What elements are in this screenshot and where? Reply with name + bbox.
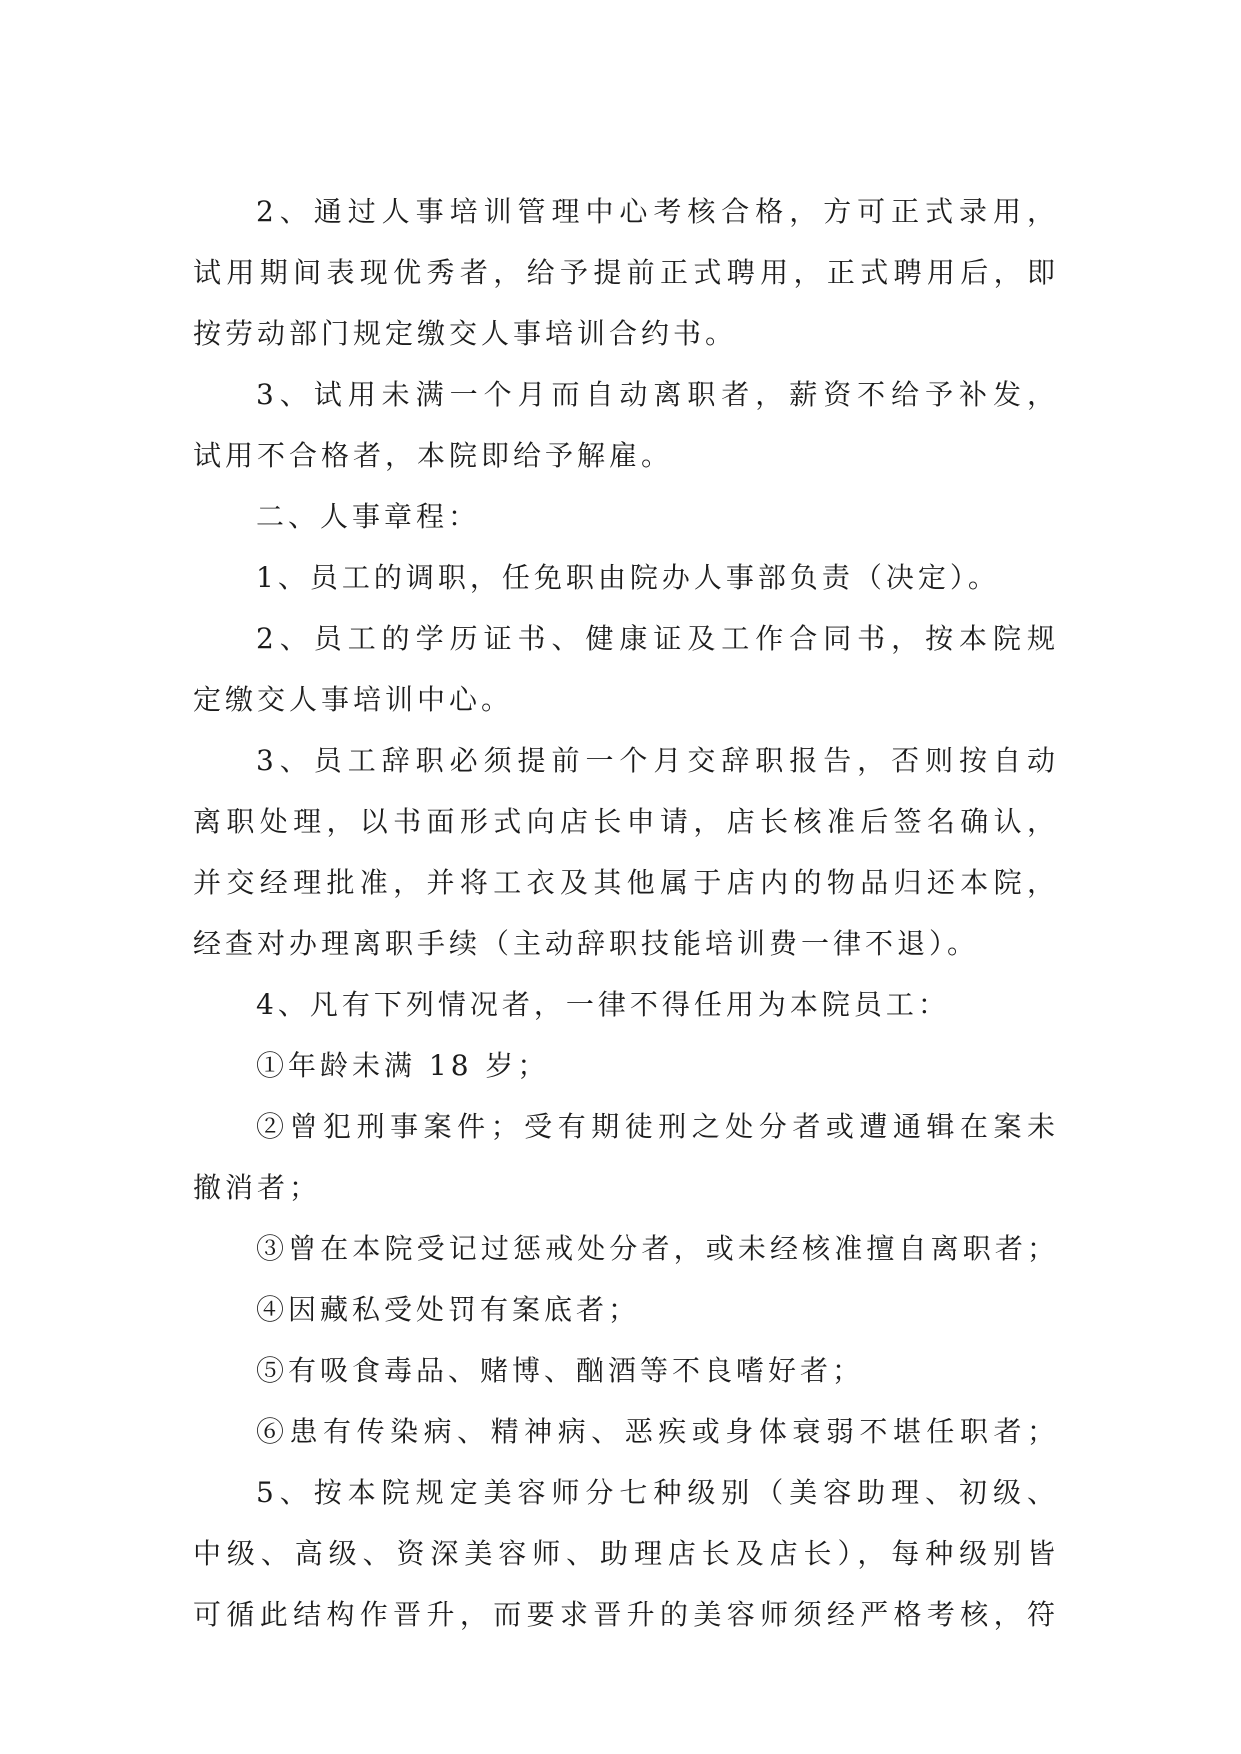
text-line: 5、按本院规定美容师分七种级别（美容助理、初级、	[256, 1476, 1057, 1509]
paragraph-probation-leave	[193, 364, 1057, 486]
paragraph-probation-assessment	[193, 181, 1057, 364]
section-heading	[193, 486, 1057, 547]
document-page	[193, 181, 1057, 1645]
text-line: 并交经理批准，并将工衣及其他属于店内的物品归还本院，	[193, 866, 1057, 899]
list-item: ②曾犯刑事案件；受有期徒刑之处分者或遭通辑在案未	[256, 1110, 1057, 1143]
paragraph-resignation	[193, 730, 1057, 974]
paragraph-certificates	[193, 608, 1057, 730]
text-line: 离职处理，以书面形式向店长申请，店长核准后签名确认，	[193, 805, 1057, 838]
text-line: 可循此结构作晋升，而要求晋升的美容师须经严格考核，符	[193, 1598, 1057, 1631]
paragraph-transfer	[193, 547, 1057, 608]
list-item: ⑥患有传染病、精神病、恶疾或身体衰弱不堪任职者；	[256, 1415, 1057, 1448]
text-line: 定缴交人事培训中心。	[193, 683, 514, 716]
list-item: ⑤有吸食毒品、赌博、酗酒等不良嗜好者；	[256, 1354, 865, 1387]
text-line: 中级、高级、资深美容师、助理店长及店长），每种级别皆	[193, 1537, 1057, 1570]
text-line: 2、员工的学历证书、健康证及工作合同书，按本院规	[256, 622, 1057, 655]
text-line: 试用期间表现优秀者，给予提前正式聘用，正式聘用后，即	[193, 256, 1057, 289]
text-line: 按劳动部门规定缴交人事培训合约书。	[193, 317, 738, 350]
text-line: 撤消者；	[193, 1171, 322, 1204]
text-line: 试用不合格者，本院即给予解雇。	[193, 439, 674, 472]
list-item: ④因藏私受处罚有案底者；	[256, 1293, 641, 1326]
text-line: 二、人事章程：	[256, 500, 481, 533]
text-line: 3、员工辞职必须提前一个月交辞职报告，否则按自动	[256, 744, 1057, 777]
paragraph-levels	[193, 1462, 1057, 1645]
text-line: 经查对办理离职手续（主动辞职技能培训费一律不退）。	[193, 927, 980, 960]
list-item: ③曾在本院受记过惩戒处分者，或未经核准擅自离职者；	[256, 1232, 1057, 1265]
text-line: 4、凡有下列情况者，一律不得任用为本院员工：	[256, 988, 950, 1021]
text-line: 1、员工的调职，任免职由院办人事部负责（决定）。	[256, 561, 1000, 594]
list-item: ①年龄未满 18 岁；	[256, 1049, 550, 1082]
text-line: 2、通过人事培训管理中心考核合格，方可正式录用，	[256, 195, 1057, 228]
text-line: 3、试用未满一个月而自动离职者，薪资不给予补发，	[256, 378, 1057, 411]
paragraph-ineligibility	[193, 974, 1057, 1462]
